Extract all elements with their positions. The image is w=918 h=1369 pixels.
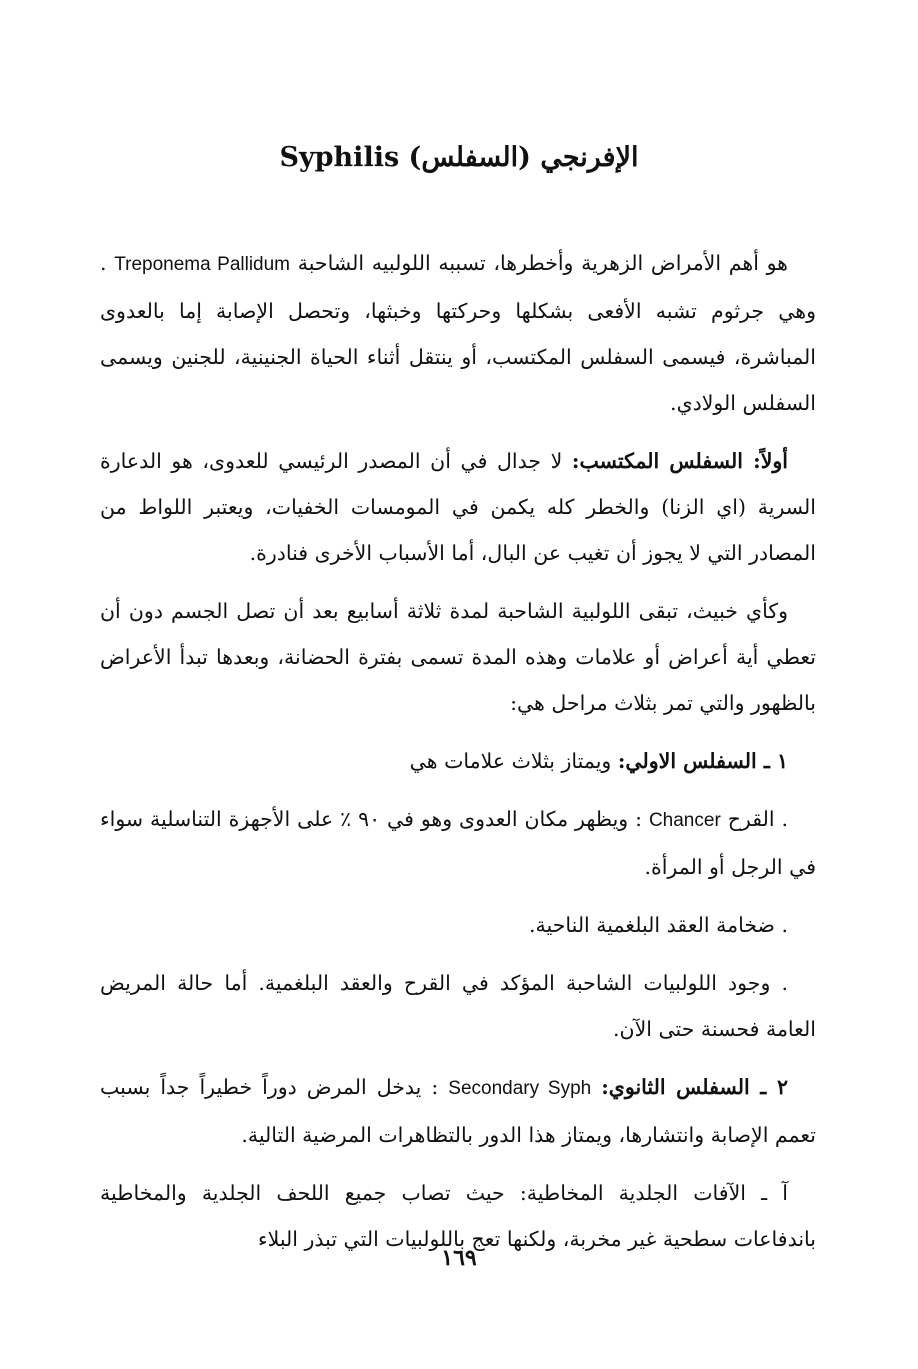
primary-heading: ١ ـ السفلس الاولي: [617, 749, 788, 773]
paragraph-chancre [100, 796, 816, 890]
page-number: ١٦٩ [441, 1245, 477, 1271]
acquired-heading: أولاً: السفلس المكتسب: [571, 449, 788, 473]
paragraph-skin-lesions: آ ـ الآفات الجلدية المخاطية: حيث تصاب جميع اللحف الجلدية والمخاطية باندفاعات سطحية غير مخربة، ولكنها تعج باللولبيات التي تبذر البلاء [100, 1181, 816, 1251]
paragraph-incubation: وكأي خبيث، تبقى اللولبية الشاحبة لمدة ثلاثة أسابيع بعد أن تصل الجسم دون أن تعطي أية أعراض أو علامات وهذه المدة تسمى بفترة الحضانة، وبعدها تبدأ الأعراض بالظهور والتي تمر بثلاث مراحل هي: [100, 599, 816, 715]
intro-text-a: هو أهم الأمراض الزهرية وأخطرها، تسببه اللولبيه الشاحبة [297, 251, 788, 275]
paragraph-spirochetes: . وجود اللولبيات الشاحبة المؤكد في القرح والعقد البلغمية. أما حالة المريض العامة فحسنة حتى الآن. [100, 971, 816, 1041]
secondary-heading: ٢ ـ السفلس الثانوي: [601, 1075, 788, 1099]
body-text [100, 240, 816, 1274]
paragraph-intro [100, 240, 816, 426]
page-title: الإفرنجي (السفلس) Syphilis [279, 142, 639, 173]
term-treponema-pallidum: Treponema Pallidum [114, 254, 291, 275]
chancre-text-a: . القرح [727, 807, 788, 831]
primary-text: ويمتاز بثلاث علامات هي [409, 749, 612, 773]
paragraph-primary [100, 738, 816, 784]
intro-text-b: . وهي جرثوم تشبه الأفعى بشكلها وحركتها وخبثها، وتحصل الإصابة إما بالعدوى المباشرة، فيسمى السفلس المكتسب، أو ينتقل أثناء الحياة الجنينية، للجنين ويسمى السفلس الولادي. [100, 251, 816, 415]
paragraph-lymph-nodes: . ضخامة العقد البلغمية الناحية. [529, 913, 788, 937]
term-secondary-syph: Secondary Syph [448, 1078, 592, 1099]
secondary-text: : يدخل المرض دوراً خطيراً جداً بسبب تعمم الإصابة وانتشارها، ويمتاز هذا الدور بالتظاهرات المرضية التالية. [100, 1075, 816, 1147]
term-chancer: Chancer [648, 810, 721, 831]
paragraph-acquired [100, 438, 816, 576]
chancre-text-b: : ويظهر مكان العدوى وهو في ٩٠ ٪ على الأجهزة التناسلية سواء في الرجل أو المرأة. [100, 807, 816, 879]
paragraph-secondary [100, 1064, 816, 1158]
acquired-text: لا جدال في أن المصدر الرئيسي للعدوى، هو الدعارة السرية (اي الزنا) والخطر كله يكمن في المومسات الخفيات، ويعتبر اللواط من المصادر التي لا يجوز أن تغيب عن البال، أما الأسباب الأخرى فنادرة. [100, 449, 816, 565]
